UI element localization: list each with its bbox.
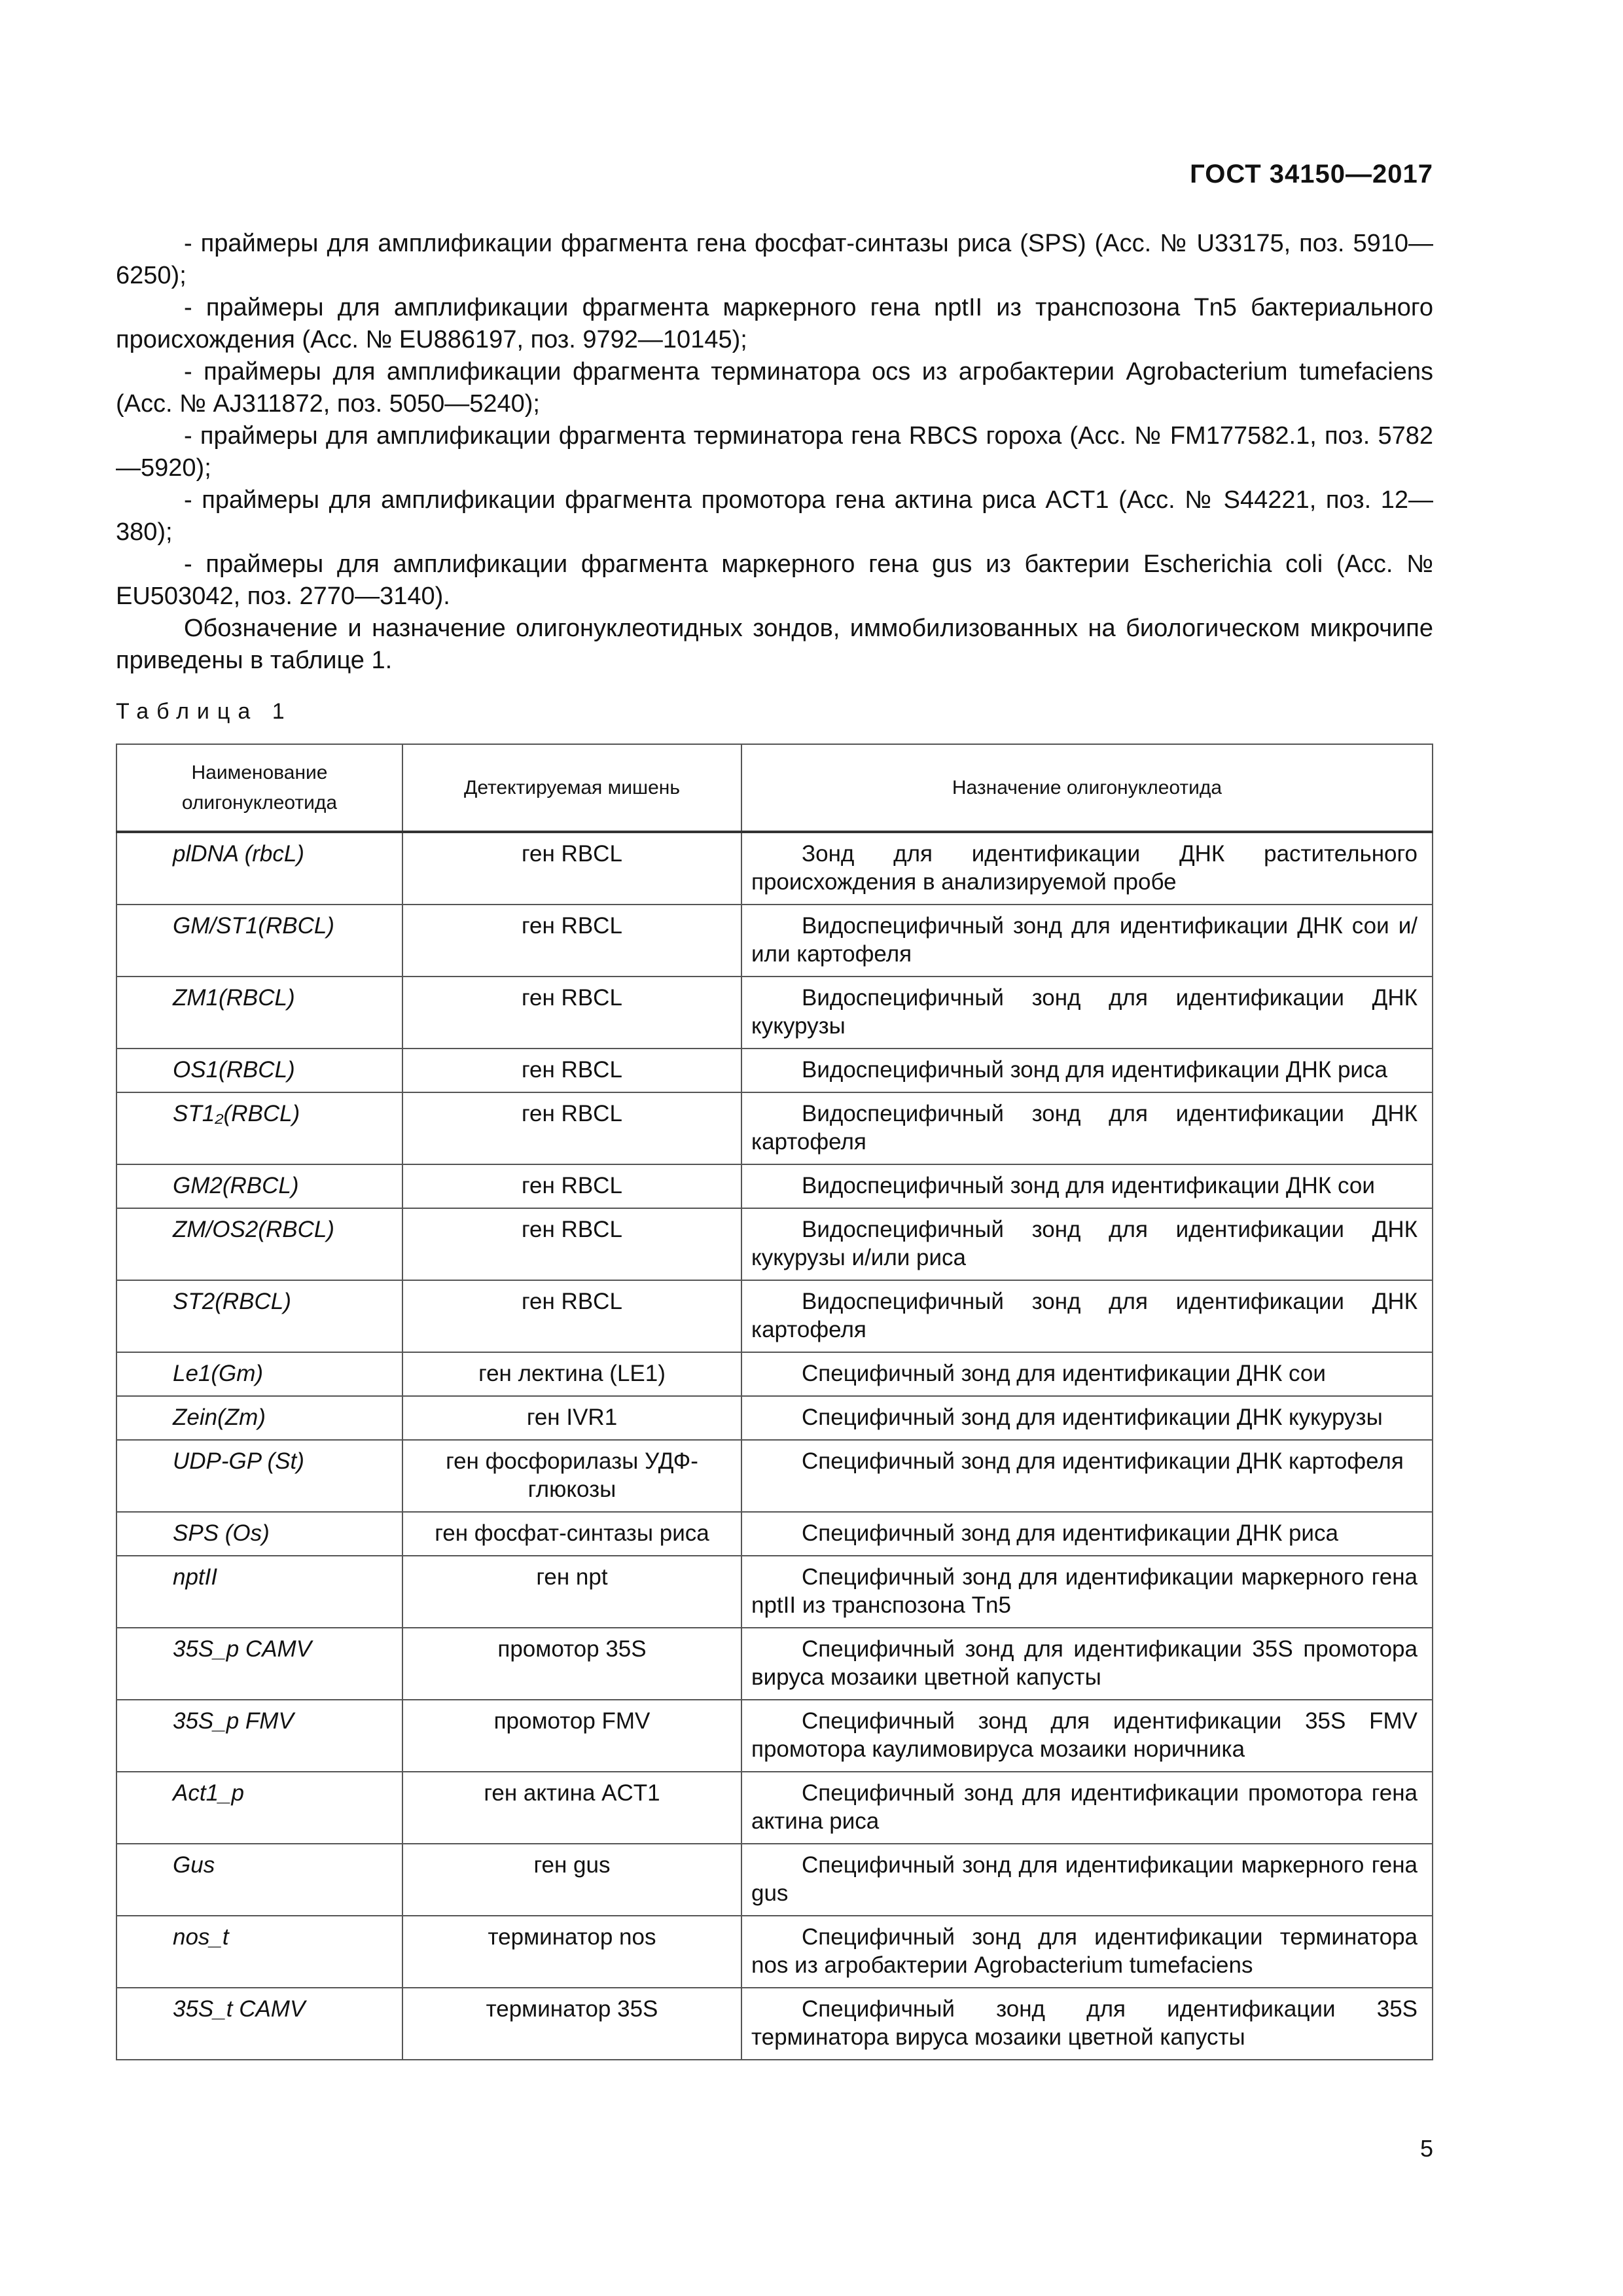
paragraph-act1-primers: - праймеры для амплификации фрагмента промотора гена актина риса ACT1 (Асс. № S44221, поз. 12—380); bbox=[116, 486, 1433, 546]
cell-target: ген gus bbox=[402, 1844, 741, 1916]
header-oligonucleotide-purpose: Назначение олигонуклеотида bbox=[741, 744, 1433, 832]
cell-name: 35S_p FMV bbox=[116, 1700, 402, 1772]
table-row bbox=[116, 1512, 1433, 1556]
cell-target: ген RBCL bbox=[402, 1049, 741, 1092]
table-row bbox=[116, 1700, 1433, 1772]
cell-name: ST1₂(RBCL) bbox=[116, 1092, 402, 1164]
cell-purpose: Специфичный зонд для идентификации 35S терминатора вируса мозаики цветной капусты bbox=[741, 1988, 1433, 2060]
table-row bbox=[116, 1049, 1433, 1092]
cell-purpose: Видоспецифичный зонд для идентификации ДНК кукурузы bbox=[741, 977, 1433, 1049]
cell-target: ген npt bbox=[402, 1556, 741, 1628]
table-row bbox=[116, 1628, 1433, 1700]
cell-purpose: Видоспецифичный зонд для идентификации ДНК картофеля bbox=[741, 1092, 1433, 1164]
cell-name: SPS (Os) bbox=[116, 1512, 402, 1556]
cell-purpose: Специфичный зонд для идентификации ДНК риса bbox=[741, 1512, 1433, 1556]
cell-target: ген RBCL bbox=[402, 1164, 741, 1208]
cell-name: ST2(RBCL) bbox=[116, 1280, 402, 1352]
table-row bbox=[116, 905, 1433, 977]
cell-target: ген лектина (LE1) bbox=[402, 1352, 741, 1396]
table-title: Таблица 1 bbox=[116, 699, 293, 724]
cell-purpose: Специфичный зонд для идентификации маркерного гена nptII из транспозона Tn5 bbox=[741, 1556, 1433, 1628]
cell-name: 35S_t CAMV bbox=[116, 1988, 402, 2060]
paragraph-rbcs-primers: - праймеры для амплификации фрагмента терминатора гена RBCS гороха (Асс. № FM177582.1, поз. 5782—5920); bbox=[116, 422, 1433, 482]
header-oligonucleotide-name: Наименование олигонуклеотида bbox=[116, 744, 402, 832]
cell-name: GM/ST1(RBCL) bbox=[116, 905, 402, 977]
cell-name: Act1_p bbox=[116, 1772, 402, 1844]
paragraph-sps-primers: - праймеры для амплификации фрагмента гена фосфат-синтазы риса (SPS) (Асс. № U33175, поз. 5910—6250); bbox=[116, 230, 1433, 289]
cell-purpose: Специфичный зонд для идентификации терминатора nos из агробактерии Agrobacterium tumefaciens bbox=[741, 1916, 1433, 1988]
table-row bbox=[116, 1772, 1433, 1844]
cell-name: OS1(RBCL) bbox=[116, 1049, 402, 1092]
cell-target: ген RBCL bbox=[402, 905, 741, 977]
table-row bbox=[116, 1916, 1433, 1988]
cell-purpose: Видоспецифичный зонд для идентификации ДНК кукурузы и/или риса bbox=[741, 1208, 1433, 1280]
cell-target: промотор 35S bbox=[402, 1628, 741, 1700]
table-row bbox=[116, 1440, 1433, 1512]
paragraph-nptii-primers: - праймеры для амплификации фрагмента маркерного гена nptII из транспозона Tn5 бактериального происхождения (Асс. № EU886197, поз. 9792—10145); bbox=[116, 294, 1433, 353]
cell-target: ген RBCL bbox=[402, 1208, 741, 1280]
body-text bbox=[116, 228, 1433, 677]
page-number: 5 bbox=[1419, 2135, 1433, 2162]
cell-target: ген RBCL bbox=[402, 977, 741, 1049]
cell-target: промотор FMV bbox=[402, 1700, 741, 1772]
cell-purpose: Видоспецифичный зонд для идентификации ДНК сои и/или картофеля bbox=[741, 905, 1433, 977]
table-row bbox=[116, 1280, 1433, 1352]
header-detected-target: Детектируемая мишень bbox=[402, 744, 741, 832]
cell-target: терминатор nos bbox=[402, 1916, 741, 1988]
cell-target: ген фосфорилазы УДФ-глюкозы bbox=[402, 1440, 741, 1512]
paragraph-table-intro: Обозначение и назначение олигонуклеотидных зондов, иммобилизованных на биологическом микрочипе приведены в таблице 1. bbox=[116, 615, 1433, 674]
cell-purpose: Видоспецифичный зонд для идентификации ДНК картофеля bbox=[741, 1280, 1433, 1352]
cell-purpose: Видоспецифичный зонд для идентификации ДНК сои bbox=[741, 1164, 1433, 1208]
table-row bbox=[116, 1844, 1433, 1916]
table-body bbox=[116, 832, 1433, 2060]
table-row bbox=[116, 1092, 1433, 1164]
cell-purpose: Специфичный зонд для идентификации 35S промотора вируса мозаики цветной капусты bbox=[741, 1628, 1433, 1700]
cell-purpose: Специфичный зонд для идентификации ДНК сои bbox=[741, 1352, 1433, 1396]
table-header-row bbox=[116, 744, 1433, 832]
cell-purpose: Видоспецифичный зонд для идентификации ДНК риса bbox=[741, 1049, 1433, 1092]
table-row bbox=[116, 1208, 1433, 1280]
table-row bbox=[116, 1988, 1433, 2060]
cell-name: UDP-GP (St) bbox=[116, 1440, 402, 1512]
cell-target: ген фосфат-синтазы риса bbox=[402, 1512, 741, 1556]
cell-purpose: Специфичный зонд для идентификации ДНК картофеля bbox=[741, 1440, 1433, 1512]
table-row bbox=[116, 1556, 1433, 1628]
cell-name: Gus bbox=[116, 1844, 402, 1916]
cell-target: ген IVR1 bbox=[402, 1396, 741, 1440]
cell-name: plDNA (rbcL) bbox=[116, 832, 402, 905]
cell-name: ZM/OS2(RBCL) bbox=[116, 1208, 402, 1280]
cell-name: GM2(RBCL) bbox=[116, 1164, 402, 1208]
table-row bbox=[116, 832, 1433, 905]
cell-purpose: Специфичный зонд для идентификации маркерного гена gus bbox=[741, 1844, 1433, 1916]
cell-target: ген RBCL bbox=[402, 832, 741, 905]
paragraph-ocs-primers: - праймеры для амплификации фрагмента терминатора ocs из агробактерии Agrobacterium tumefaciens (Асс. № AJ311872, поз. 5050—5240); bbox=[116, 358, 1433, 418]
table-row bbox=[116, 1352, 1433, 1396]
cell-target: ген RBCL bbox=[402, 1092, 741, 1164]
cell-target: ген актина ACT1 bbox=[402, 1772, 741, 1844]
cell-name: ZM1(RBCL) bbox=[116, 977, 402, 1049]
paragraph-gus-primers: - праймеры для амплификации фрагмента маркерного гена gus из бактерии Escherichia coli (Асс. № EU503042, поз. 2770—3140). bbox=[116, 550, 1433, 610]
cell-name: Le1(Gm) bbox=[116, 1352, 402, 1396]
cell-target: терминатор 35S bbox=[402, 1988, 741, 2060]
oligonucleotide-table bbox=[116, 744, 1433, 2060]
table-row bbox=[116, 977, 1433, 1049]
cell-name: nptII bbox=[116, 1556, 402, 1628]
cell-name: nos_t bbox=[116, 1916, 402, 1988]
cell-target: ген RBCL bbox=[402, 1280, 741, 1352]
cell-name: 35S_p CAMV bbox=[116, 1628, 402, 1700]
cell-purpose: Зонд для идентификации ДНК растительного происхождения в анализируемой пробе bbox=[741, 832, 1433, 905]
table-row bbox=[116, 1396, 1433, 1440]
cell-purpose: Специфичный зонд для идентификации ДНК кукурузы bbox=[741, 1396, 1433, 1440]
cell-purpose: Специфичный зонд для идентификации 35S FMV промотора каулимовируса мозаики норичника bbox=[741, 1700, 1433, 1772]
table-row bbox=[116, 1164, 1433, 1208]
cell-purpose: Специфичный зонд для идентификации промотора гена актина риса bbox=[741, 1772, 1433, 1844]
document-code: ГОСТ 34150—2017 bbox=[1190, 160, 1433, 188]
table-header bbox=[116, 744, 1433, 832]
cell-name: Zein(Zm) bbox=[116, 1396, 402, 1440]
